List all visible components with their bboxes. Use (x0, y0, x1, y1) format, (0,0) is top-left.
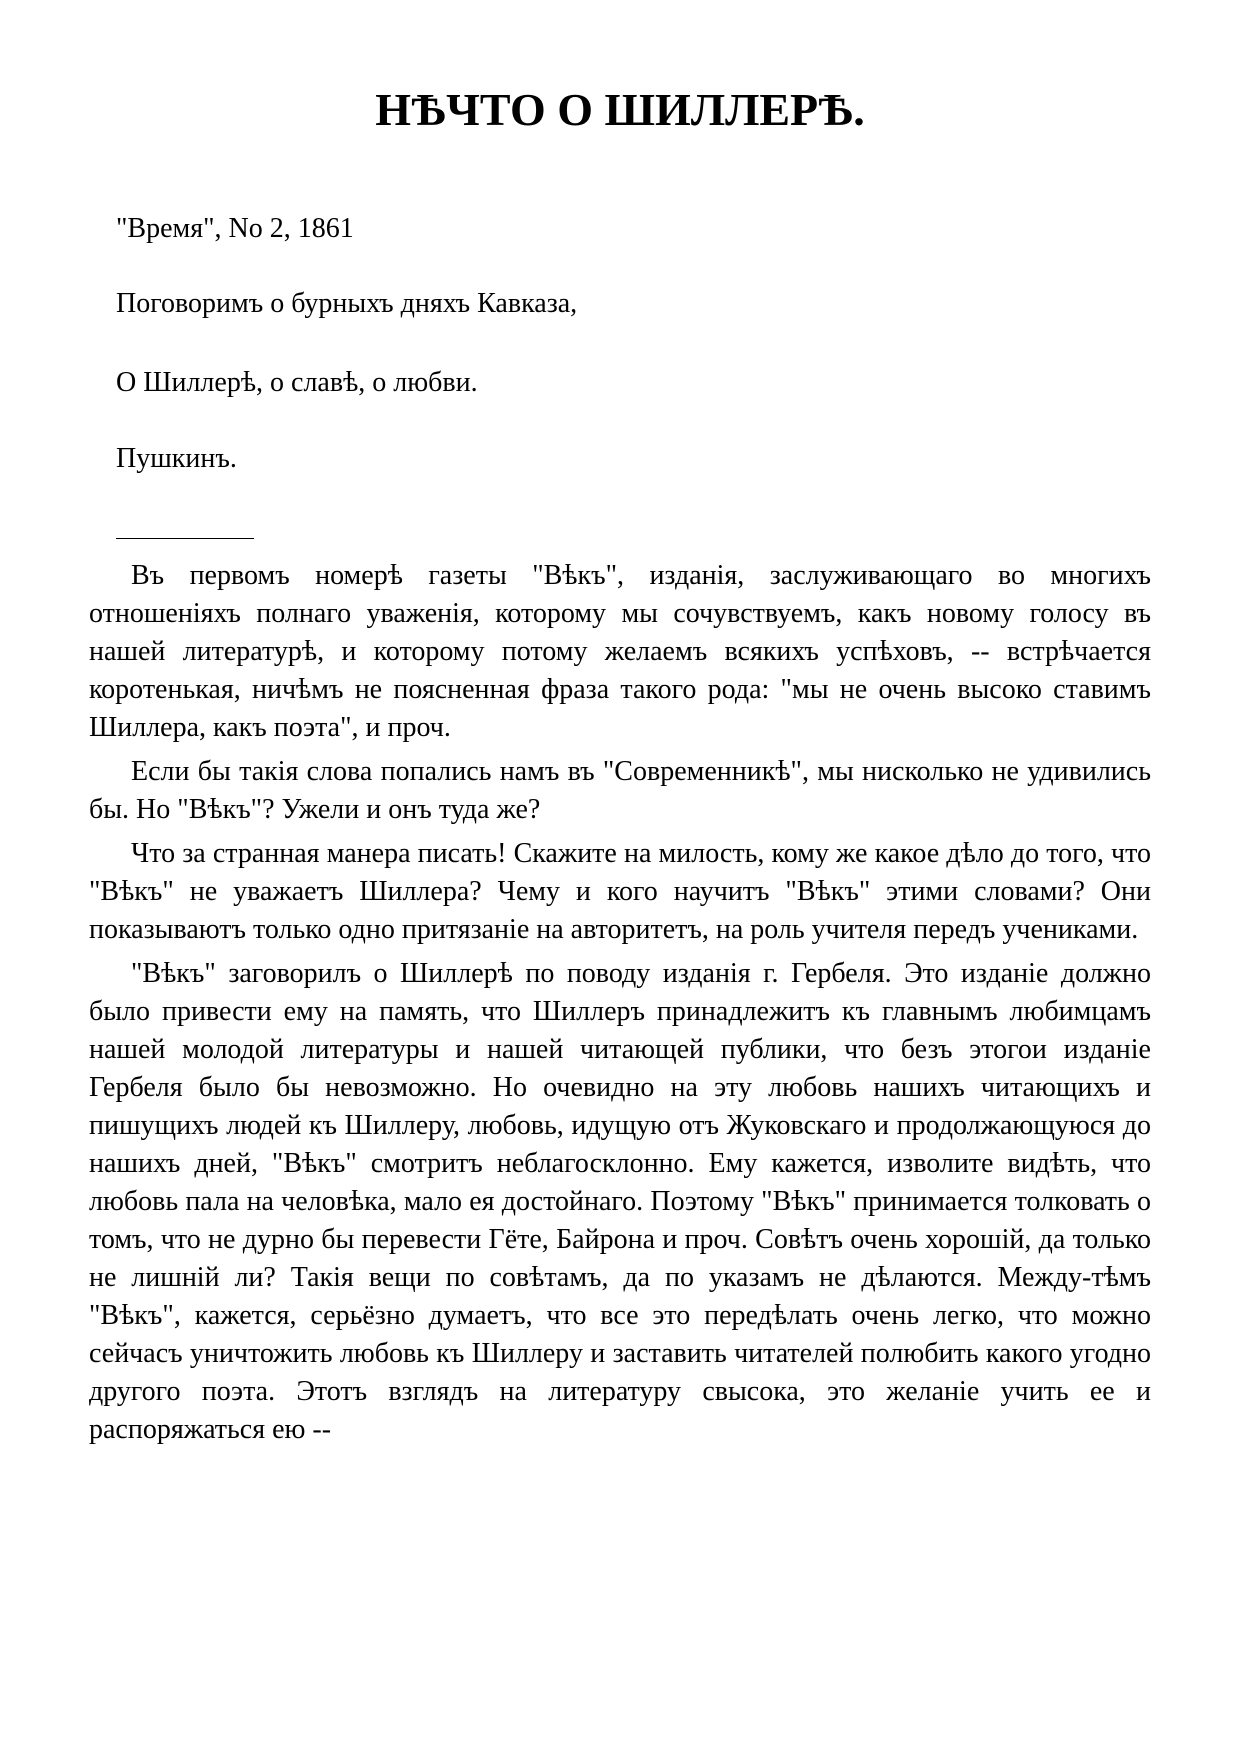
paragraph-2: Если бы такія слова попались намъ въ "Современникѣ", мы нисколько не удивились бы. Но "Вѣкъ"? Ужели и онъ туда же? (89, 756, 1151, 825)
separator-rule (116, 538, 254, 539)
source-citation: "Время", No 2, 1861 (116, 213, 354, 244)
document-title: НѢЧТО О ШИЛЛЕРѢ. (375, 84, 865, 135)
epigraph-author: Пушкинъ. (116, 443, 237, 474)
paragraph-1: Въ первомъ номерѣ газеты "Вѣкъ", изданія, заслуживающаго во многихъ отношеніяхъ полнаго уваженія, которому мы сочувствуемъ, какъ новому голосу въ нашей литературѣ, и которому потому желаемъ всякихъ успѣховъ, -- встрѣчается коротенькая, ничѣмъ не поясненная фраза такого рода: "мы не очень высоко ставимъ Шиллера, какъ поэта", и проч. (89, 560, 1151, 743)
epigraph-line-2: О Шиллерѣ, о славѣ, о любви. (116, 367, 478, 398)
body-text (89, 557, 1151, 1455)
paragraph-3: Что за странная манера писать! Скажите на милость, кому же какое дѣло до того, что "Вѣкъ" не уважаетъ Шиллера? Чему и кого научитъ "Вѣкъ" этими словами? Они показываютъ только одно притязаніе на авторитетъ, на роль учителя передъ учениками. (89, 838, 1151, 945)
epigraph-line-1: Поговоримъ о бурныхъ дняхъ Кавказа, (116, 288, 578, 319)
paragraph-4: "Вѣкъ" заговорилъ о Шиллерѣ по поводу изданія г. Гербеля. Это изданіе должно было привести ему на память, что Шиллеръ принадлежитъ къ главнымъ любимцамъ нашей молодой литературы и нашей читающей публики, что безъ этогои изданіе Гербеля было бы невозможно. Но очевидно на эту любовь нашихъ читающихъ и пишущихъ людей къ Шиллеру, любовь, идущую отъ Жуковскаго и продолжающуюся до нашихъ дней, "Вѣкъ" смотритъ неблагосклонно. Ему кажется, изволите видѣть, что любовь пала на человѣка, мало ея достойнаго. Поэтому "Вѣкъ" принимается толковать о томъ, что не дурно бы перевести Гёте, Байрона и проч. Совѣтъ очень хорошій, да только не лишній ли? Такія вещи по совѣтамъ, да по указамъ не дѣлаются. Между-тѣмъ "Вѣкъ", кажется, серьёзно думаетъ, что все это передѣлать очень легко, что можно сейчасъ уничтожить любовь къ Шиллеру и заставить читателей полюбить какого угодно другого поэта. Этотъ взглядъ на литературу свысока, это желаніе учить ее и распоряжаться ею -- (89, 958, 1151, 1445)
